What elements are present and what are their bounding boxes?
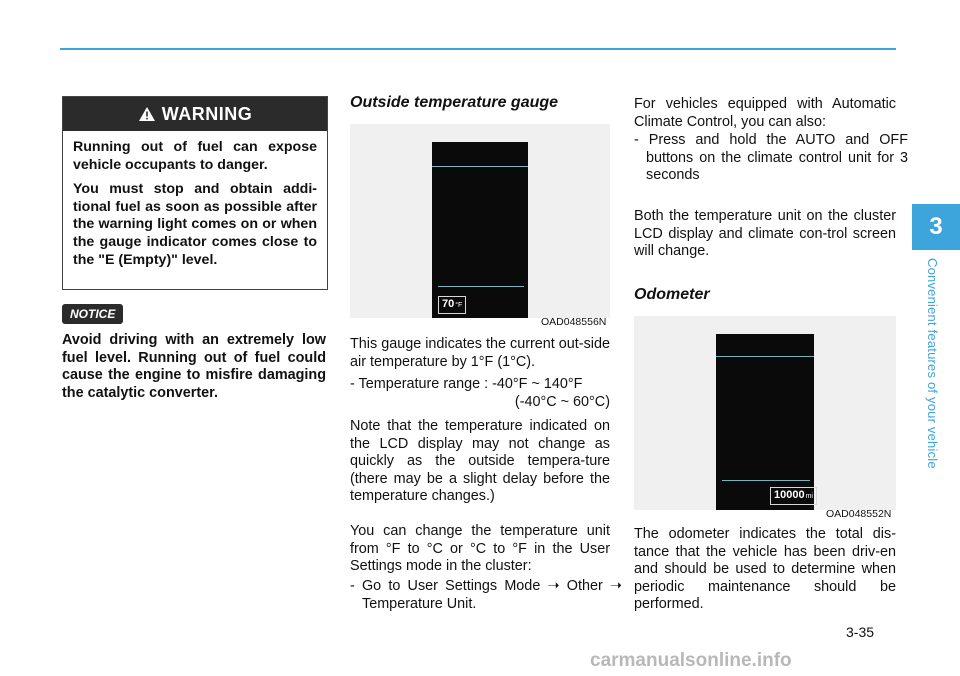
climate-control-text: For vehicles equipped with Automatic Climate Control, you can also: — [634, 96, 896, 130]
warning-body — [63, 131, 327, 269]
odometer-value: 10000 — [774, 489, 805, 501]
top-rule — [60, 48, 896, 50]
temperature-range: - Temperature range : -40°F ~ 140°F — [350, 376, 583, 392]
notice-text: Avoid driving with an extremely low fuel level. Running out of fuel could cause the engine to misfire damaging the catalytic converter. — [62, 332, 326, 401]
temperature-value: 70 — [442, 298, 455, 310]
figure-code: OAD048556N — [541, 316, 607, 328]
odometer-readout — [770, 487, 817, 505]
chapter-title: Convenient features of your vehicle — [925, 258, 940, 469]
odometer-heading: Odometer — [634, 286, 710, 303]
warning-title: WARNING — [161, 103, 253, 124]
notice-badge: NOTICE — [62, 304, 123, 324]
odometer-unit: mi — [805, 493, 813, 500]
temperature-readout — [438, 296, 466, 314]
warning-paragraph: Running out of fuel can expose vehicle occupants to danger. — [73, 139, 317, 173]
chapter-tab: 3 — [912, 204, 960, 250]
lcd-divider-line — [722, 480, 810, 481]
temperature-unit-change: You can change the temperature unit from °F to °C or °C to °F in the User Settings mode in the cluster: — [350, 523, 610, 575]
warning-paragraph: You must stop and obtain addi-tional fuel as soon as possible after the warning light comes on or when the gauge indicator comes close to the "E (Empty)" level. — [73, 181, 317, 268]
cluster-lcd-screen — [432, 142, 528, 318]
cluster-lcd-screen — [716, 334, 814, 510]
temperature-note: Note that the temperature indicated on the LCD display may not change as quickly as the outside tempera-ture (there may be a slight delay before the temperature changes.) — [350, 418, 610, 505]
settings-path: - Go to User Settings Mode ➝ Other ➝ Temperature Unit. — [350, 578, 622, 612]
climate-control-step: - Press and hold the AUTO and OFF buttons on the climate control unit for 3 seconds — [634, 132, 908, 184]
warning-box — [62, 96, 328, 290]
figure-code: OAD048552N — [826, 508, 892, 520]
watermark: carmanualsonline.info — [590, 650, 792, 671]
lcd-divider-line — [716, 356, 814, 357]
temperature-unit: °F — [455, 302, 463, 309]
outside-temperature-heading: Outside temperature gauge — [350, 94, 559, 111]
lcd-divider-line — [432, 166, 528, 167]
unit-change-note: Both the temperature unit on the cluster LCD display and climate con-trol screen will change. — [634, 208, 896, 260]
page-number: 3-35 — [846, 624, 875, 640]
odometer-description: The odometer indicates the total dis-tance that the vehicle has been driv-en and should be used to determine when periodic maintenance should be performed. — [634, 526, 896, 613]
temperature-description: This gauge indicates the current out-side air temperature by 1°F (1°C). — [350, 336, 610, 370]
temperature-gauge-figure — [350, 124, 610, 318]
odometer-figure — [634, 316, 896, 510]
temperature-range-celsius: (-40°C ~ 60°C) — [514, 394, 610, 410]
warning-triangle-icon — [138, 106, 156, 122]
lcd-divider-line — [438, 286, 524, 287]
warning-header — [63, 97, 327, 131]
